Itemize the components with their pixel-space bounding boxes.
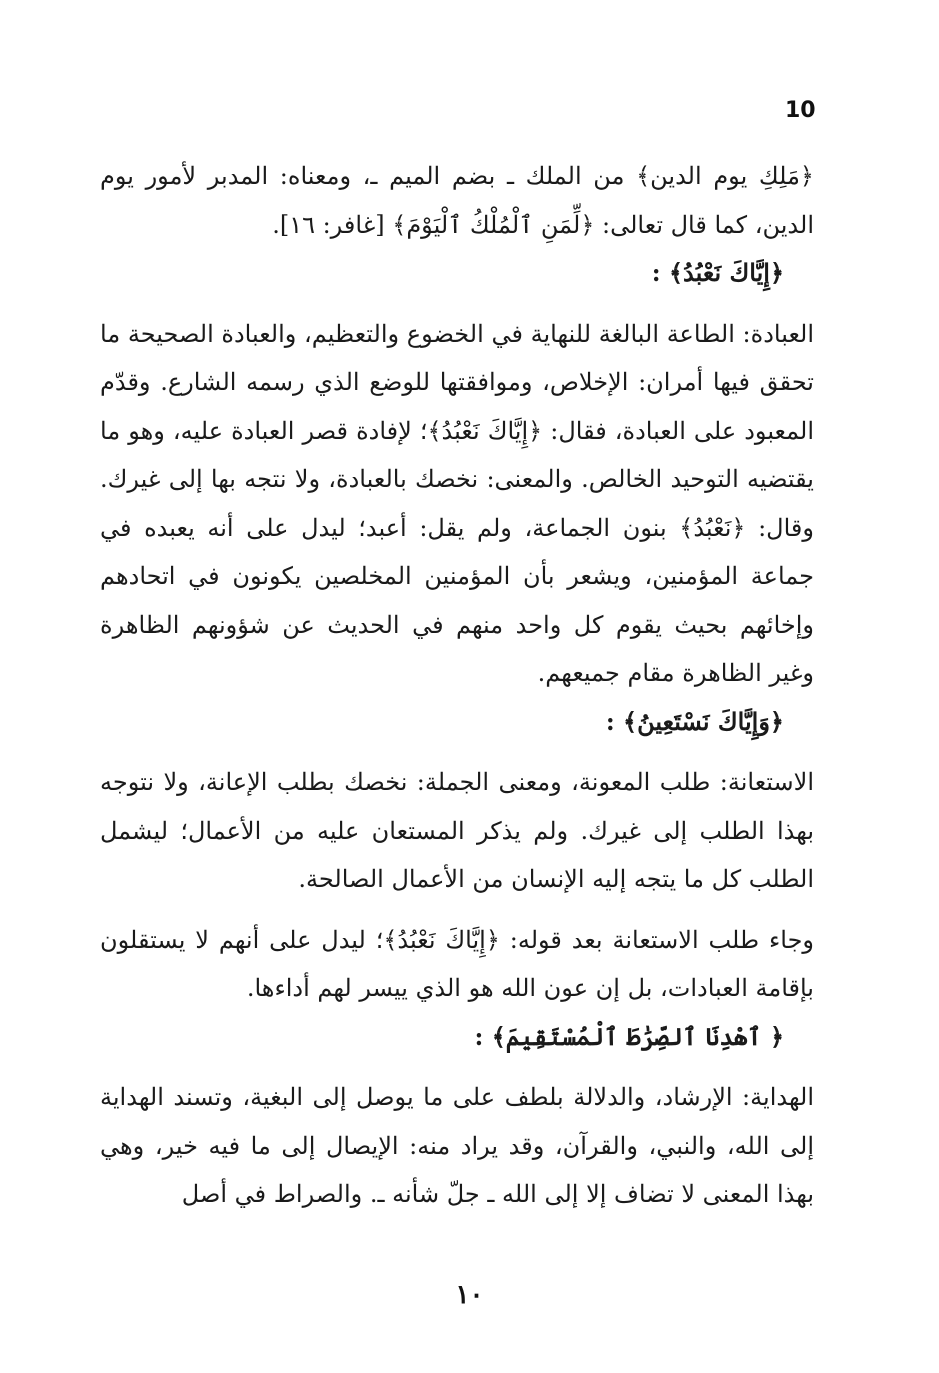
page-number-footer: ١٠ [455,1280,484,1310]
paragraph-talab-istiana: وجاء طلب الاستعانة بعد قوله: ﴿إِيَّاكَ نَعْبُدُ﴾؛ ليدل على أنهم لا يستقلون بإقامة العبادات، بل إن عون الله هو الذي ييسر لهم أداءها. [100,925,814,1002]
heading-iyyaka-nastain: ﴿وَإِيَّاكَ نَسْتَعِينُ﴾ : [605,706,784,736]
paragraph-hidayah: الهداية: الإرشاد، والدلالة بلطف على ما يوصل إلى البغية، وتسند الهداية إلى الله، والنبي، والقرآن، وقد يراد منه: الإيصال إلى ما فيه خير، وهي بهذا المعنى لا تضاف إلا إلى الله ـ جلّ شأنه ـ. والصراط في أصل [100,1083,814,1208]
heading-ihdina: ﴿ ٱهْدِنَا ٱلصِّرَٰطَ ٱلْمُسْتَقِيمَ﴾ : [474,1021,784,1051]
paragraph-malik: ﴿مَلِكِ يوم الدين﴾ من الملك ـ بضم الميم ـ، ومعناه: المدبر لأمور يوم الدين، كما قال تعالى: ﴿لِّمَنِ ٱلْمُلْكُ ٱلْيَوْمَ﴾ [غافر: ١٦]. [100,162,814,239]
page-body [100,152,814,1219]
heading-iyyaka-nabudu: ﴿إِيَّاكَ نَعْبُدُ﴾ : [651,258,784,287]
paragraph-ibadah: العبادة: الطاعة البالغة للنهاية في الخضوع والتعظيم، والعبادة الصحيحة ما تحقق فيها أمران: الإخلاص، وموافقتها للوضع الذي رسمه الشارع. وقدّم المعبود على العبادة، فقال: ﴿إِيَّاكَ نَعْبُدُ﴾؛ لإفادة قصر العبادة عليه، وهو ما يقتضيه التوحيد الخالص. والمعنى: نخصك بالعبادة، ولا نتجه بها إلى غيرك. وقال: ﴿نَعْبُدُ﴾ بنون الجماعة، ولم يقل: أعبد؛ ليدل على أنه يعبده في جماعة المؤمنين، ويشعر بأن المؤمنين المخلصين يكونون في اتحادهم وإخائهم بحيث يقوم كل واحد منهم في الحديث عن شؤونهم الظاهرة وغير الظاهرة مقام جميعهم. [100,319,814,687]
paragraph-istiana: الاستعانة: طلب المعونة، ومعنى الجملة: نخصك بطلب الإعانة، ولا نتوجه بهذا الطلب إلى غيرك. ولم يذكر المستعان عليه من الأعمال؛ ليشمل الطلب كل ما يتجه إليه الإنسان من الأعمال الصالحة. [100,768,814,893]
page-number-header: 10 [785,98,816,123]
